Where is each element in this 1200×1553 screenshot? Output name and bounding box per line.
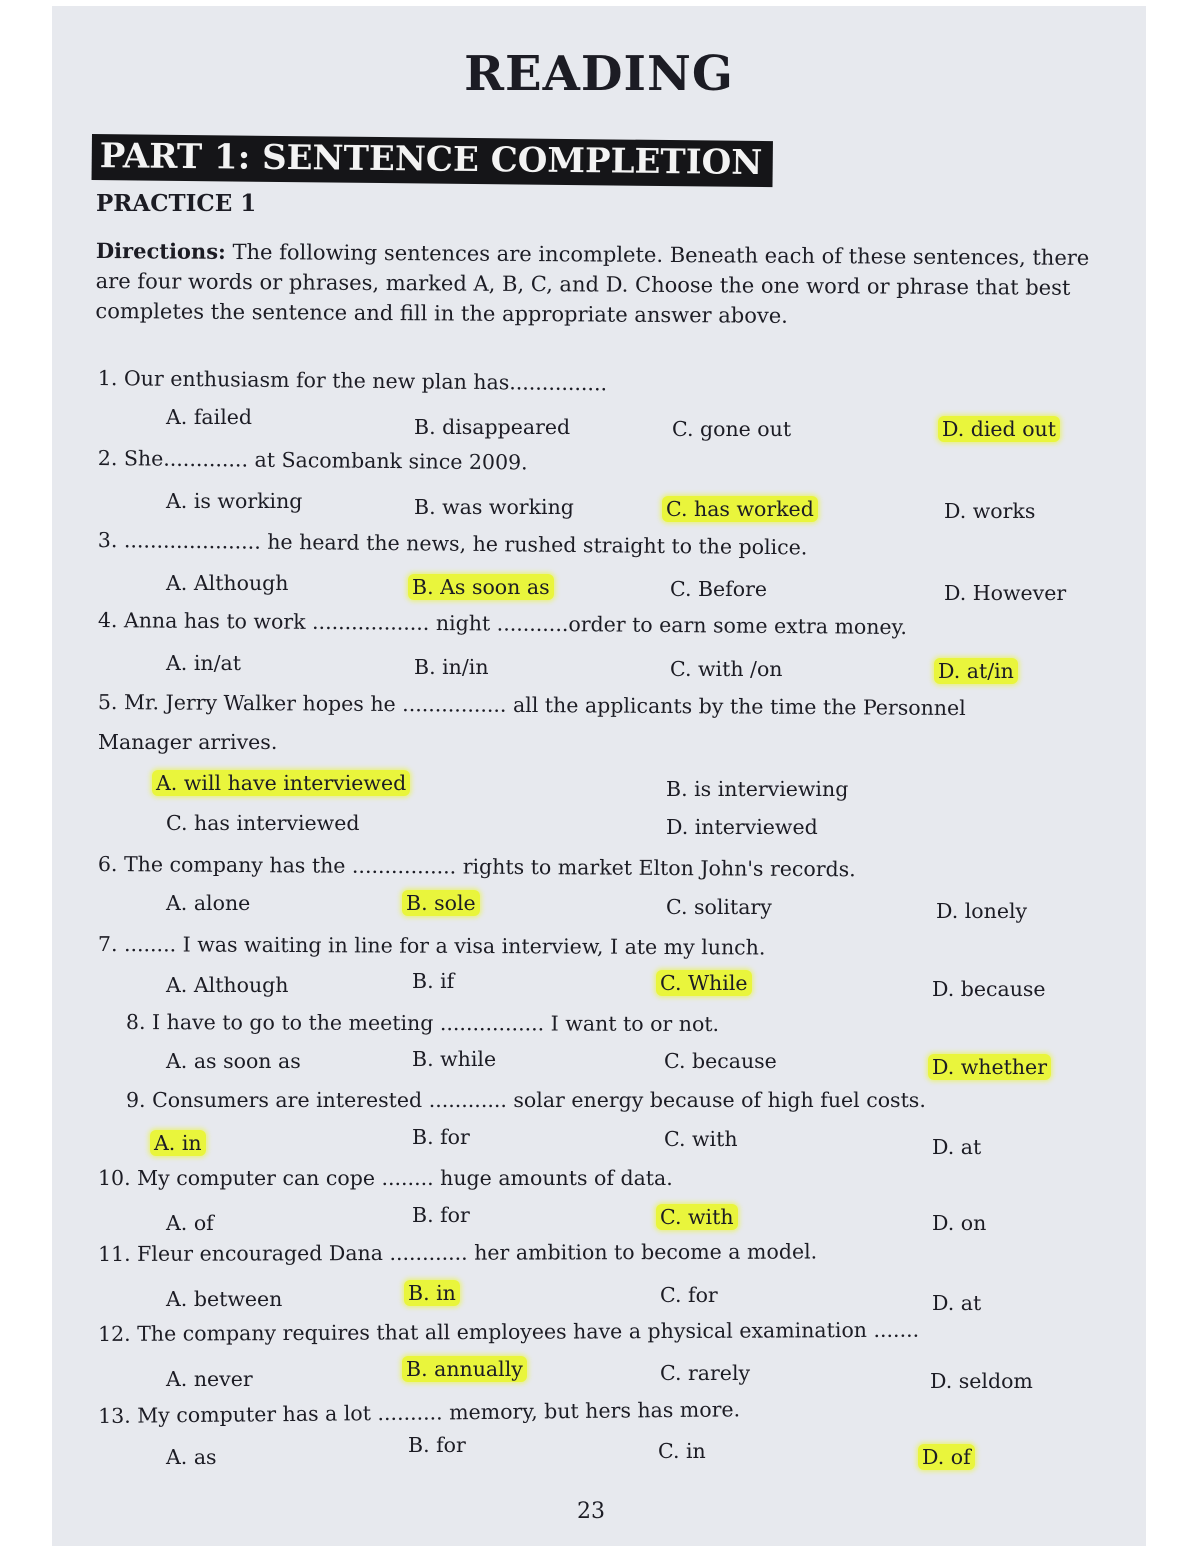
question-5: 5. Mr. Jerry Walker hopes he ................ all the applicants by the time the Personnel bbox=[97, 690, 966, 721]
q2-option-b: B. was working bbox=[414, 495, 574, 519]
q10-option-b: B. for bbox=[412, 1203, 470, 1227]
q2-option-c-highlighted: C. has worked bbox=[662, 496, 818, 522]
q3-option-c: C. Before bbox=[670, 577, 768, 601]
q5-option-c: C. has interviewed bbox=[166, 811, 360, 835]
q11-option-d: D. at bbox=[932, 1291, 982, 1315]
q1-option-c: C. gone out bbox=[672, 417, 792, 441]
part-heading-banner: PART 1: SENTENCE COMPLETION bbox=[92, 134, 773, 187]
q1-option-a: A. failed bbox=[166, 405, 253, 429]
q4-option-d-highlighted: D. at/in bbox=[934, 658, 1018, 684]
q6-option-c: C. solitary bbox=[666, 895, 772, 919]
q1-option-d-highlighted: D. died out bbox=[938, 416, 1060, 442]
q6-option-b-highlighted: B. sole bbox=[402, 890, 480, 916]
q7-option-b: B. if bbox=[412, 969, 455, 993]
question-8: 8. I have to go to the meeting ................ I want to or not. bbox=[125, 1010, 720, 1037]
page-title: READING bbox=[464, 46, 734, 102]
q13-option-c: C. in bbox=[658, 1439, 706, 1463]
q6-option-d: D. lonely bbox=[936, 899, 1028, 923]
q3-option-d: D. However bbox=[944, 581, 1067, 605]
q8-option-a: A. as soon as bbox=[166, 1049, 301, 1073]
question-12: 12. The company requires that all employees have a physical examination ....... bbox=[98, 1317, 920, 1346]
q6-option-a: A. alone bbox=[166, 891, 251, 915]
question-2: 2. She............. at Sacombank since 2009. bbox=[97, 446, 528, 475]
q4-option-a: A. in/at bbox=[166, 651, 241, 675]
q5-option-a-highlighted: A. will have interviewed bbox=[152, 770, 410, 796]
q2-option-a: A. is working bbox=[166, 489, 303, 513]
q12-option-c: C. rarely bbox=[660, 1361, 751, 1385]
q10-option-d: D. on bbox=[932, 1211, 987, 1235]
page-number: 23 bbox=[577, 1499, 605, 1524]
question-3: 3. ..................... he heard the news, he rushed straight to the police. bbox=[97, 528, 808, 560]
q7-option-c-highlighted: C. While bbox=[656, 970, 752, 996]
q9-option-c: C. with bbox=[664, 1127, 738, 1151]
q2-option-d: D. works bbox=[944, 499, 1036, 523]
q3-option-a: A. Although bbox=[166, 571, 289, 595]
directions-label: Directions: bbox=[95, 237, 226, 264]
question-4: 4. Anna has to work .................. night ...........order to earn some extra money. bbox=[97, 608, 908, 640]
q13-option-b: B. for bbox=[408, 1433, 466, 1457]
practice-heading: PRACTICE 1 bbox=[96, 190, 257, 217]
q3-option-b-highlighted: B. As soon as bbox=[408, 574, 554, 600]
q8-option-b: B. while bbox=[412, 1047, 497, 1071]
q11-option-c: C. for bbox=[660, 1283, 718, 1307]
q11-option-b-highlighted: B. in bbox=[404, 1280, 460, 1306]
q10-option-c-highlighted: C. with bbox=[656, 1204, 738, 1230]
q1-option-b: B. disappeared bbox=[414, 415, 571, 439]
q8-option-d-highlighted: D. whether bbox=[928, 1054, 1051, 1080]
q9-option-b: B. for bbox=[412, 1125, 470, 1149]
q9-option-a-highlighted: A. in bbox=[150, 1130, 206, 1156]
question-7: 7. ........ I was waiting in line for a visa interview, I ate my lunch. bbox=[97, 932, 766, 960]
question-9: 9. Consumers are interested ............ solar energy because of high fuel costs. bbox=[126, 1088, 926, 1112]
q7-option-d: D. because bbox=[932, 977, 1046, 1001]
question-5-continuation: Manager arrives. bbox=[98, 730, 278, 754]
q4-option-c: C. with /on bbox=[670, 657, 783, 681]
q5-option-d: D. interviewed bbox=[666, 815, 818, 839]
q5-option-b: B. is interviewing bbox=[666, 777, 849, 801]
q7-option-a: A. Although bbox=[166, 973, 289, 997]
question-13: 13. My computer has a lot .......... memory, but hers has more. bbox=[98, 1397, 741, 1428]
q10-option-a: A. of bbox=[166, 1211, 214, 1235]
q9-option-d: D. at bbox=[932, 1135, 982, 1159]
q8-option-c: C. because bbox=[664, 1049, 777, 1073]
textbook-page bbox=[52, 6, 1146, 1546]
question-10: 10. My computer can cope ........ huge amounts of data. bbox=[98, 1166, 673, 1190]
q13-option-d-highlighted: D. of bbox=[918, 1444, 975, 1470]
q13-option-a: A. as bbox=[166, 1445, 217, 1469]
directions-text: The following sentences are incomplete. Beneath each of these sentences, there are four words or phrases, marked A, B, C, and D. Choose the one word or phrase that best completes the sentence and fill in the appropriate answer above. bbox=[95, 239, 1090, 328]
q4-option-b: B. in/in bbox=[414, 655, 489, 679]
directions-paragraph bbox=[95, 236, 1118, 333]
question-6: 6. The company has the ................ rights to market Elton John's records. bbox=[97, 852, 856, 882]
q12-option-a: A. never bbox=[166, 1367, 253, 1391]
question-11: 11. Fleur encouraged Dana ............ her ambition to become a model. bbox=[98, 1239, 818, 1266]
question-1: 1. Our enthusiasm for the new plan has............... bbox=[97, 366, 608, 396]
q12-option-b-highlighted: B. annually bbox=[402, 1356, 527, 1382]
q11-option-a: A. between bbox=[166, 1287, 283, 1311]
q12-option-d: D. seldom bbox=[930, 1369, 1033, 1393]
